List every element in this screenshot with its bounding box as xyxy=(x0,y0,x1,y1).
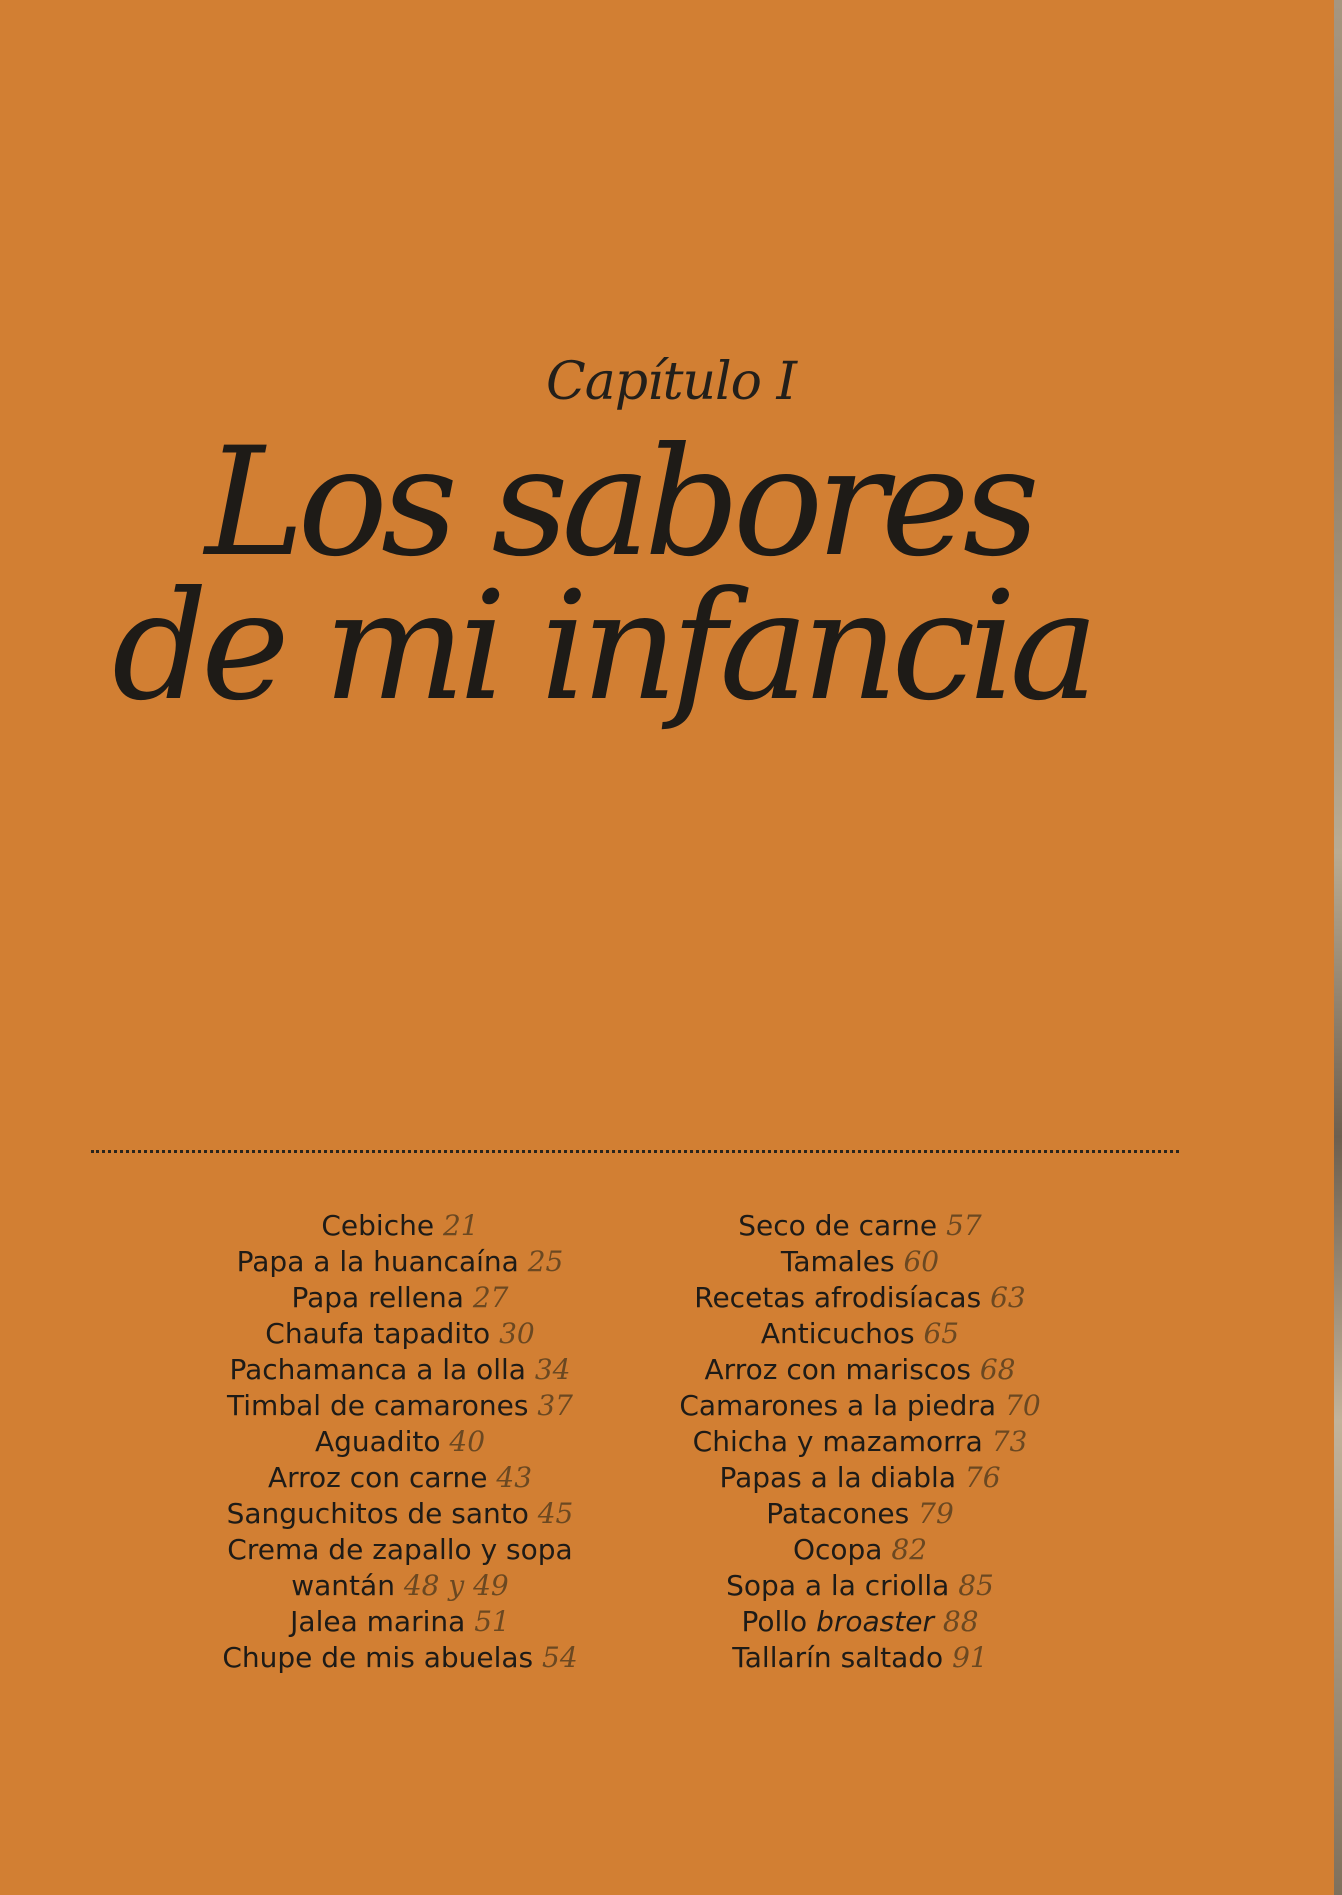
page-number: 27 xyxy=(472,1281,509,1314)
toc-entry xyxy=(170,1208,630,1244)
toc-entry xyxy=(170,1640,630,1676)
toc-column-left xyxy=(170,1208,630,1676)
toc-entry xyxy=(630,1532,1090,1568)
recipe-name: Cebiche xyxy=(321,1209,435,1242)
chapter-title-line-1: Los sabores xyxy=(205,416,1033,590)
toc-entry xyxy=(630,1316,1090,1352)
page-number: 34 xyxy=(534,1353,571,1386)
toc-entry xyxy=(170,1532,630,1604)
recipe-name: Seco de carne xyxy=(738,1209,938,1242)
page-number: 63 xyxy=(990,1281,1026,1314)
page-number: 68 xyxy=(979,1353,1016,1386)
toc-entry xyxy=(630,1496,1090,1532)
recipe-name: Ocopa xyxy=(792,1533,883,1566)
page-number: 43 xyxy=(496,1461,533,1494)
recipe-name: Aguadito xyxy=(314,1425,441,1458)
page-number: 70 xyxy=(1005,1389,1041,1422)
toc-entry xyxy=(630,1424,1090,1460)
page-number: 73 xyxy=(991,1425,1028,1458)
recipe-name: Papas a la diabla xyxy=(719,1461,956,1494)
page-number: 45 xyxy=(537,1497,574,1530)
toc-entry xyxy=(630,1604,1090,1640)
recipe-name: Camarones a la piedra xyxy=(679,1389,997,1422)
recipe-name: Papa a la huancaína xyxy=(236,1245,519,1278)
toc-entry xyxy=(170,1280,630,1316)
recipe-name: Sopa a la criolla xyxy=(726,1569,950,1602)
page-number: 60 xyxy=(903,1245,940,1278)
recipe-name: Anticuchos xyxy=(760,1317,915,1350)
recipe-name: Jalea marina xyxy=(290,1605,466,1638)
toc-entry xyxy=(170,1424,630,1460)
toc-entry xyxy=(630,1388,1090,1424)
toc-entry xyxy=(170,1352,630,1388)
toc-entry xyxy=(170,1496,630,1532)
recipe-name: Chupe de mis abuelas xyxy=(222,1641,534,1674)
page-number: 21 xyxy=(442,1209,479,1242)
page-number: 82 xyxy=(891,1533,928,1566)
recipe-name: Tamales xyxy=(780,1245,895,1278)
recipe-name: Timbal de camarones xyxy=(227,1389,529,1422)
toc-entry xyxy=(630,1244,1090,1280)
toc-entry xyxy=(170,1244,630,1280)
page-edge-photo-strip xyxy=(1334,0,1342,1895)
toc-entry xyxy=(170,1316,630,1352)
recipe-name: Arroz con mariscos xyxy=(704,1353,971,1386)
recipe-name: Arroz con carne xyxy=(267,1461,488,1494)
recipe-name: Crema de zapallo y sopa wantán xyxy=(227,1533,573,1602)
recipe-name: Pachamanca a la olla xyxy=(229,1353,526,1386)
page-number: 91 xyxy=(952,1641,988,1674)
page-number: 51 xyxy=(474,1605,510,1638)
page-number: 40 xyxy=(449,1425,486,1458)
page-number: 76 xyxy=(964,1461,1001,1494)
page-number: 85 xyxy=(958,1569,994,1602)
page-number: 65 xyxy=(923,1317,960,1350)
toc-entry xyxy=(630,1280,1090,1316)
toc-entry xyxy=(170,1604,630,1640)
recipe-name: Chicha y mazamorra xyxy=(692,1425,983,1458)
recipe-name: Tallarín saltado xyxy=(732,1641,944,1674)
toc-column-right xyxy=(630,1208,1090,1676)
recipe-name: Recetas afrodisíacas xyxy=(694,1281,982,1314)
recipe-name: Chaufa tapadito xyxy=(265,1317,491,1350)
toc-entry xyxy=(170,1388,630,1424)
recipe-name: Sanguchitos de santo xyxy=(226,1497,529,1530)
toc-entry xyxy=(630,1568,1090,1604)
recipe-name-italic: broaster xyxy=(816,1605,934,1638)
toc-entry xyxy=(170,1460,630,1496)
page-number: 88 xyxy=(942,1605,979,1638)
dotted-divider xyxy=(91,1150,1179,1153)
toc-entry xyxy=(630,1208,1090,1244)
toc-entry xyxy=(630,1460,1090,1496)
chapter-title-line-2: de mi infancia xyxy=(112,560,1092,734)
page-number: 37 xyxy=(537,1389,573,1422)
page-number: 54 xyxy=(542,1641,578,1674)
recipe-name: Papa rellena xyxy=(291,1281,464,1314)
chapter-label: Capítulo I xyxy=(545,352,797,412)
toc-entry xyxy=(630,1640,1090,1676)
toc-entry xyxy=(630,1352,1090,1388)
page-number: 48 y 49 xyxy=(403,1569,509,1602)
page-number: 30 xyxy=(499,1317,535,1350)
page-number: 25 xyxy=(527,1245,564,1278)
recipe-name: Patacones xyxy=(766,1497,910,1530)
page-number: 57 xyxy=(946,1209,982,1242)
recipe-name-plain: Pollo xyxy=(741,1605,808,1638)
page-number: 79 xyxy=(918,1497,954,1530)
